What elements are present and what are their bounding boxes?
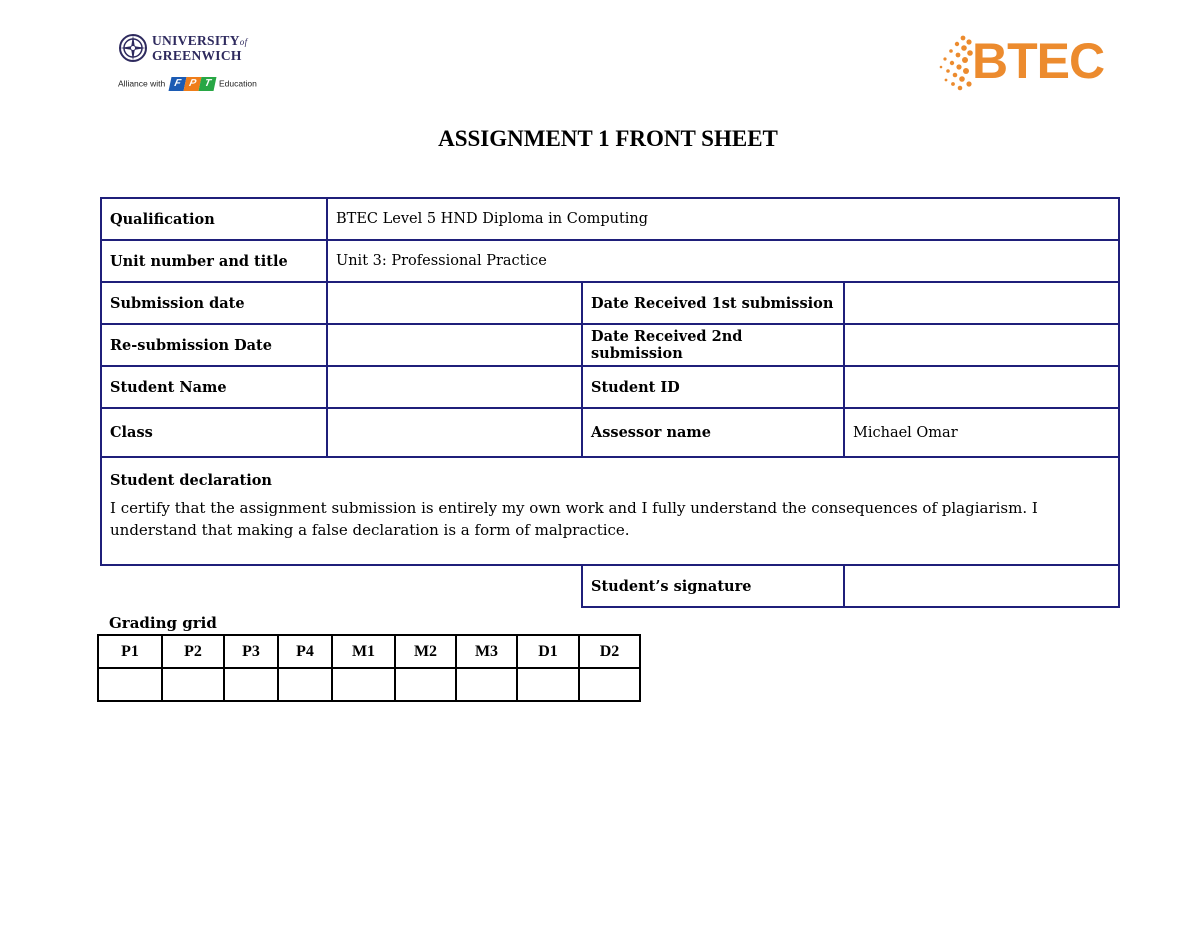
student-name-field[interactable] <box>327 366 582 408</box>
student-id-label: Student ID <box>582 366 844 408</box>
unit-row <box>101 240 1119 282</box>
grade-p1-header: P1 <box>98 635 162 668</box>
signature-spacer <box>101 565 582 607</box>
date-received-1-field[interactable] <box>844 282 1119 324</box>
grade-p3-header: P3 <box>224 635 278 668</box>
resubmission-date-label: Re-submission Date <box>101 324 327 366</box>
signature-row <box>101 565 1119 607</box>
qualification-value: BTEC Level 5 HND Diploma in Computing <box>327 198 1119 240</box>
grade-p1-cell[interactable] <box>98 668 162 701</box>
unit-value: Unit 3: Professional Practice <box>327 240 1119 282</box>
date-received-2-field[interactable] <box>844 324 1119 366</box>
declaration-heading: Student declaration <box>110 472 272 489</box>
front-sheet-table <box>100 197 1120 608</box>
class-label: Class <box>101 408 327 457</box>
submission-date-field[interactable] <box>327 282 582 324</box>
fpt-logo: F P T <box>170 77 215 91</box>
grade-p2-cell[interactable] <box>162 668 224 701</box>
student-row <box>101 366 1119 408</box>
grade-m3-cell[interactable] <box>456 668 517 701</box>
university-of-greenwich-logo <box>118 33 278 93</box>
grade-d2-cell[interactable] <box>579 668 640 701</box>
date-received-2-label: Date Received 2nd submission <box>582 324 844 366</box>
qualification-row <box>101 198 1119 240</box>
grade-m1-header: M1 <box>332 635 395 668</box>
class-field[interactable] <box>327 408 582 457</box>
grade-p4-header: P4 <box>278 635 332 668</box>
declaration-row <box>101 457 1119 565</box>
student-name-label: Student Name <box>101 366 327 408</box>
student-declaration <box>101 457 1119 565</box>
assessor-name-value: Michael Omar <box>844 408 1119 457</box>
alliance-line: Alliance with F P T Education <box>118 78 257 89</box>
signature-label: Student’s signature <box>582 565 844 607</box>
grading-grid <box>97 634 641 702</box>
grading-grid-header <box>98 635 640 668</box>
qualification-label: Qualification <box>101 198 327 240</box>
grading-grid-label: Grading grid <box>109 614 217 632</box>
btec-wordmark: BTEC <box>972 33 1105 89</box>
date-received-1-label: Date Received 1st submission <box>582 282 844 324</box>
resubmission-row <box>101 324 1119 366</box>
class-row <box>101 408 1119 457</box>
submission-row <box>101 282 1119 324</box>
submission-date-label: Submission date <box>101 282 327 324</box>
grade-d1-cell[interactable] <box>517 668 579 701</box>
assessor-name-label: Assessor name <box>582 408 844 457</box>
signature-field[interactable] <box>844 565 1119 607</box>
grade-p4-cell[interactable] <box>278 668 332 701</box>
grading-grid-marks <box>98 668 640 701</box>
unit-label: Unit number and title <box>101 240 327 282</box>
resubmission-date-field[interactable] <box>327 324 582 366</box>
grade-d2-header: D2 <box>579 635 640 668</box>
university-name: UNIVERSITYof GREENWICH <box>152 33 248 63</box>
grade-p3-cell[interactable] <box>224 668 278 701</box>
page-title: ASSIGNMENT 1 FRONT SHEET <box>438 126 778 151</box>
grade-d1-header: D1 <box>517 635 579 668</box>
grade-m2-cell[interactable] <box>395 668 456 701</box>
grade-m1-cell[interactable] <box>332 668 395 701</box>
btec-dots-icon <box>936 34 974 92</box>
compass-crest-icon <box>118 33 148 63</box>
grade-m2-header: M2 <box>395 635 456 668</box>
btec-logo <box>936 34 1121 92</box>
grade-m3-header: M3 <box>456 635 517 668</box>
grade-p2-header: P2 <box>162 635 224 668</box>
student-id-field[interactable] <box>844 366 1119 408</box>
declaration-text: I certify that the assignment submission is entirely my own work and I fully understand the consequences of plagiarism. I understand that making a false declaration is a form of malpractice. <box>110 499 1038 539</box>
